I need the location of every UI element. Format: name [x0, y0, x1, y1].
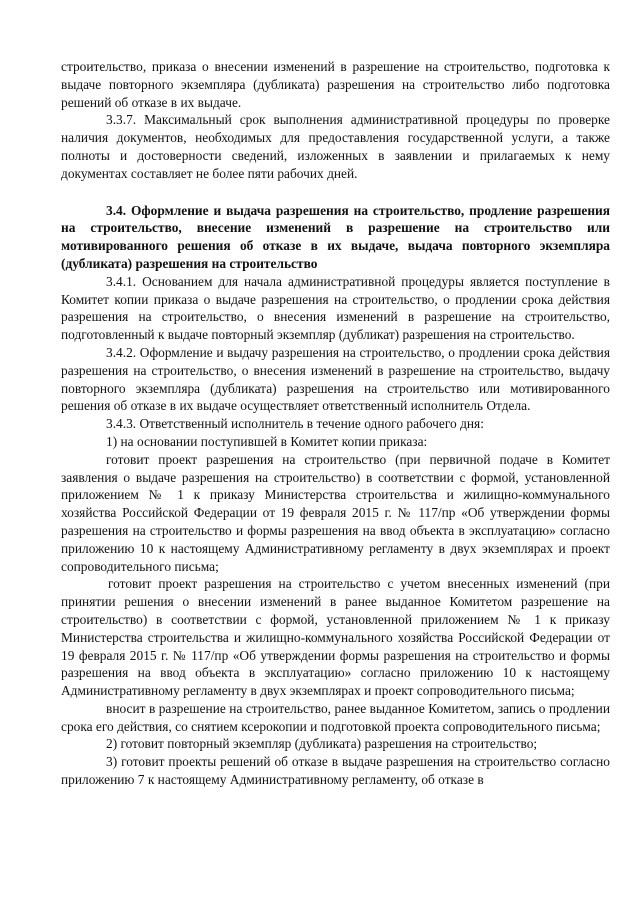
paragraph-continuation: строительство, приказа о внесении изменений в разрешение на строительство, подготовка к выдаче повторного экземпляра (дубликата) разрешения на строительство либо подготовка решений об отказе в их выдаче.: [61, 59, 610, 110]
paragraph-3-3-7: 3.3.7. Максимальный срок выполнения административной процедуры по проверке наличия документов, необходимых для предоставления государственной услуги, а также полноты и достоверности сведений, изложенных в заявлении и прилагаемых к нему документах составляет не более пяти рабочих дней.: [61, 112, 610, 181]
paragraph-3-4-2: 3.4.2. Оформление и выдачу разрешения на строительство, о продлении срока действия разрешения на строительство, о внесения изменений в разрешение на строительство, выдачу повторного экземпляра (дубликата) разрешения на строительство или мотивированного решения об отказе в их выдаче осуществляет ответственный исполнитель Отдела.: [61, 344, 610, 414]
paragraph-3-4-3: 3.4.3. Ответственный исполнитель в течение одного рабочего дня:: [106, 416, 484, 432]
section-heading-3-4: 3.4. Оформление и выдача разрешения на строительство, продление разрешения на строительство, внесение изменений в разрешение на строительство или мотивированного решения об отказе в их выдаче, выдача повторного экземпляра (дубликата) разрешения на строительство: [61, 202, 610, 271]
document-page: [61, 58, 610, 789]
paragraph-3-4-1: 3.4.1. Основанием для начала административной процедуры является поступление в Комитет копии приказа о выдаче разрешения на строительство, о продлении срока действия разрешения на строительство, о внесения изменений в разрешение на строительство, подготовленный к выдаче повторный экземпляр (дубликат) разрешения на строительство.: [61, 273, 610, 343]
list-subitem-extension-record: вносит в разрешение на строительство, ранее выданное Комитетом, запись о продлении срока его действия, со снятием ксерокопии и подготовкой проекта сопроводительного письма;: [61, 700, 610, 734]
list-subitem-draft-permit: готовит проект разрешения на строительство (при первичной подаче в Комитет заявления о выдаче разрешения на строительство) в соответствии с формой, установленной приложением № 1 к приказу Министерства строительства и жилищно-коммунального хозяйства Российской Федерации от 19 февраля 2015 г. № 117/пр «Об утверждении формы разрешения на строительство и формы разрешения на ввод объекта в эксплуатацию» согласно приложению 10 к настоящему Административному регламенту в двух экземплярах и проект сопроводительного письма;: [61, 451, 610, 574]
list-item-1: 1) на основании поступившей в Комитет копии приказа:: [106, 433, 428, 449]
list-subitem-draft-permit-changes: готовит проект разрешения на строительство с учетом внесенных изменений (при принятии решения о внесении изменений в ранее выданное Комитетом разрешение на строительство) в соответствии с формой, установленной приложением № 1 к приказу Министерства строительства и жилищно-коммунального хозяйства Российской Федерации от 19 февраля 2015 г. № 117/пр «Об утверждении формы разрешения на строительство и формы разрешения на ввод объекта в эксплуатацию» согласно приложению 10 к настоящему Административному регламенту в двух экземплярах и проект сопроводительного письма;: [61, 576, 610, 699]
list-item-2: 2) готовит повторный экземпляр (дубликата) разрешения на строительство;: [106, 736, 538, 752]
list-item-3: 3) готовит проекты решений об отказе в выдаче разрешения на строительство согласно приложению 7 к настоящему Административному регламенту, об отказе в: [61, 754, 610, 788]
